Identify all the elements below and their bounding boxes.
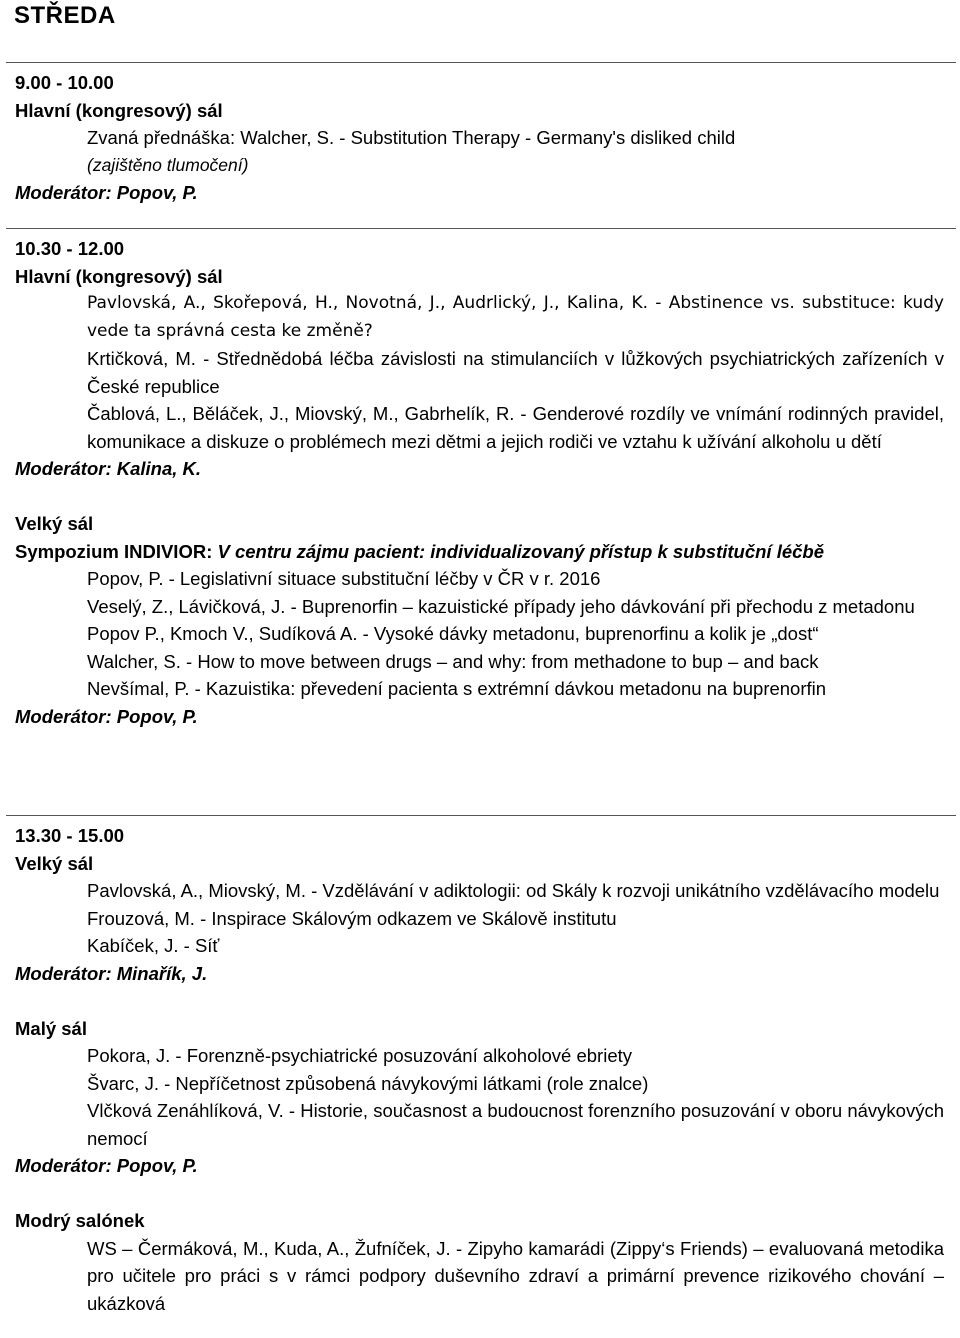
lecture-entry: Zvaná přednáška: Walcher, S. - Substitution Therapy - Germany's disliked child: [87, 127, 736, 148]
session-time: 9.00 - 10.00: [15, 72, 114, 93]
moderator: Moderátor: Kalina, K.: [15, 458, 202, 479]
session-block-1: [6, 62, 956, 227]
lecture-entry: Švarc, J. - Nepříčetnost způsobená návykovými látkami (role znalce): [87, 1072, 649, 1094]
session-block-2: [6, 228, 956, 808]
session-time: 10.30 - 12.00: [15, 238, 125, 259]
lecture-entry: Krtičková, M. - Střednědobá léčba závislosti na stimulanciích v lůžkových psychiatrických zařízeních v České republice: [87, 348, 944, 397]
lecture-entry: Čablová, L., Běláček, J., Miovský, M., Gabrhelík, R. - Genderové rozdíly ve vnímání rodinných pravidel, komunikace a diskuze o problémech mezi dětmi a jejich rodiči ve vztahu k užívání alkoholu u dětí: [87, 403, 944, 452]
lecture-entry: Popov, P. - Legislativní situace substituční léčby v ČR v r. 2016: [87, 568, 601, 589]
moderator: Moderátor: Popov, P.: [15, 705, 198, 727]
room-name: Hlavní (kongresový) sál: [15, 265, 223, 287]
session-block-3: [6, 815, 956, 1338]
symposium-label: Sympozium INDIVIOR:: [15, 540, 213, 562]
room-name: Velký sál: [15, 852, 94, 874]
lecture-entry: Vlčková Zenáhlíková, V. - Historie, současnost a budoucnost forenzního posuzování v oboru návykových nemocí: [87, 1100, 944, 1149]
lecture-entry: Kabíček, J. - Síť: [87, 935, 220, 956]
lecture-entry: Nevšímal, P. - Kazuistika: převedení pacienta s extrémní dávkou metadonu na buprenorfin: [87, 678, 827, 699]
lecture-entry: Pavlovská, A., Skořepová, H., Novotná, J., Audrlický, J., Kalina, K. - Abstinence vs. substituce: kudy vede ta správná cesta ke změně?: [87, 293, 944, 341]
lecture-entry: Frouzová, M. - Inspirace Skálovým odkazem ve Skálově institutu: [87, 907, 617, 929]
room-name: Malý sál: [15, 1017, 87, 1039]
room-name: Modrý salónek: [15, 1210, 145, 1231]
moderator: Moderátor: Popov, P.: [15, 182, 198, 203]
lecture-entry: Popov P., Kmoch V., Sudíková A. - Vysoké dávky metadonu, buprenorfinu a kolik je „dost“: [87, 623, 819, 644]
day-title: STŘEDA: [14, 2, 116, 29]
lecture-entry: Veselý, Z., Lávičková, J. - Buprenorfin – kazuistické případy jeho dávkování při přechodu z metadonu: [87, 595, 915, 617]
symposium-heading: [15, 538, 944, 566]
lecture-entry: Walcher, S. - How to move between drugs – and why: from methadone to bup – and back: [87, 650, 819, 672]
lecture-entry: WS – Čermáková, M., Kuda, A., Žufníček, J. - Zipyho kamarádi (Zippy‘s Friends) – evaluovaná metodika pro učitele pro práci s v rámci podpory duševního zdraví a primární prevence rizikového chování – ukázková: [87, 1237, 944, 1314]
moderator: Moderátor: Popov, P.: [15, 1155, 198, 1176]
room-name: Velký sál: [15, 513, 94, 534]
room-name: Hlavní (kongresový) sál: [15, 99, 223, 121]
translation-note: (zajištěno tlumočení): [87, 154, 249, 175]
lecture-entry: Pokora, J. - Forenzně-psychiatrické posuzování alkoholové ebriety: [87, 1045, 632, 1066]
session-time: 13.30 - 15.00: [15, 825, 125, 846]
lecture-entry: Pavlovská, A., Miovský, M. - Vzdělávání v adiktologii: od Skály k rozvoji unikátního vzdělávacího modelu: [87, 880, 940, 901]
symposium-title: V centru zájmu pacient: individualizovaný přístup k substituční léčbě: [217, 540, 825, 562]
moderator: Moderátor: Minařík, J.: [15, 962, 208, 984]
